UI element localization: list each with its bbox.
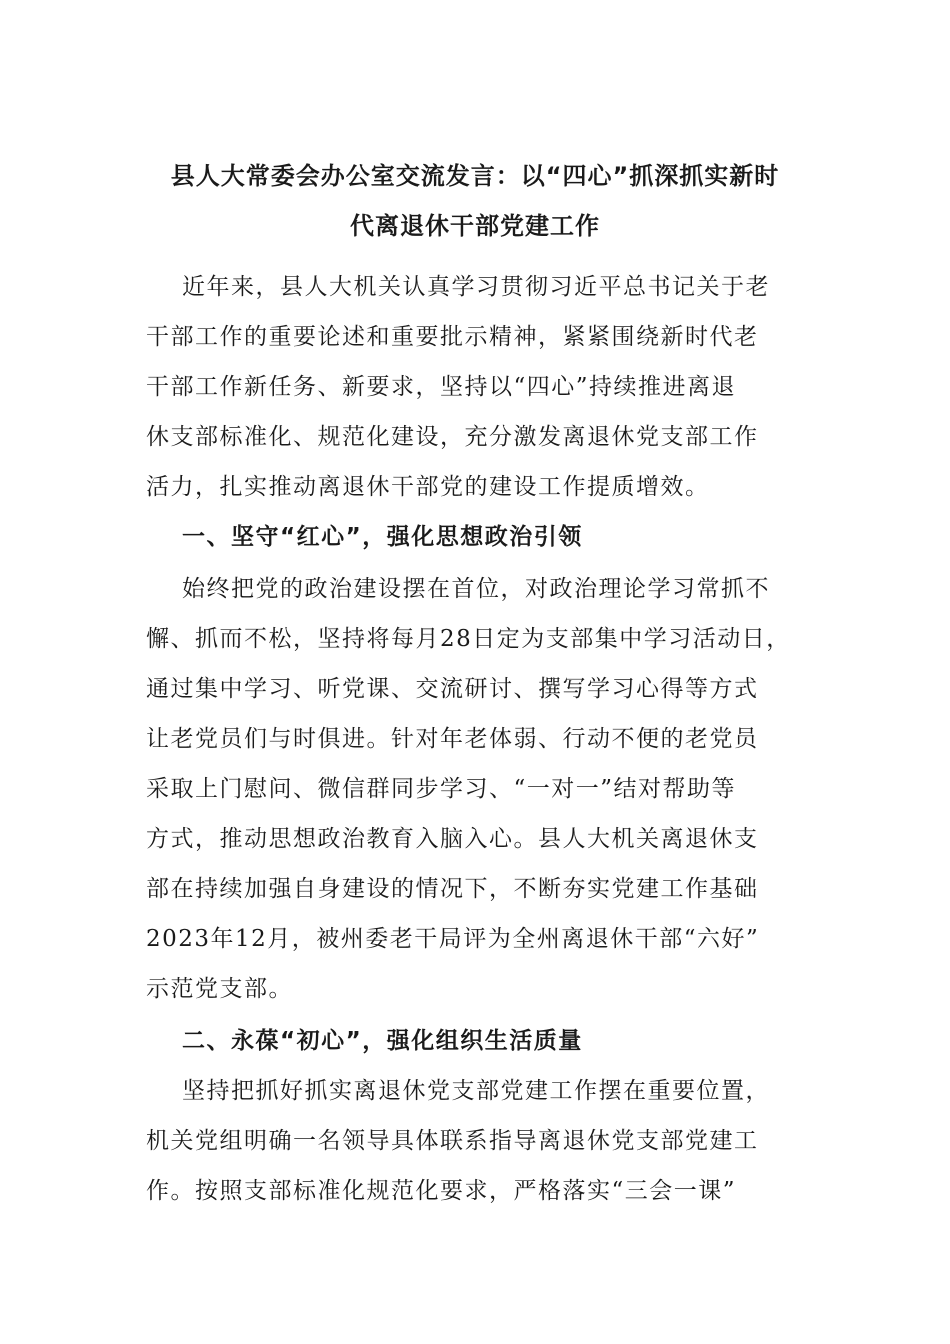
intro-line-1: 近年来，县人大机关认真学习贯彻习近平总书记关于老 [182,274,770,300]
section-1-line-2: 懈、抓而不松，坚持将每月28日定为支部集中学习活动日， [146,626,791,652]
section-1-heading: 一、坚守“红心”，强化思想政治引领 [182,524,583,550]
section-2-line-2: 机关党组明确一名领导具体联系指导离退休党支部党建工 [146,1128,759,1154]
section-1-line-6: 方式，推动思想政治教育入脑入心。县人大机关离退休支 [146,826,759,852]
section-1-line-9: 示范党支部。 [146,976,293,1002]
intro-line-3: 干部工作新任务、新要求，坚持以“四心”持续推进离退 [146,374,737,400]
document-title-line-2: 代离退休干部党建工作 [350,212,600,240]
section-1-line-7: 部在持续加强自身建设的情况下，不断夯实党建工作基础 [146,876,759,902]
section-1-line-3: 通过集中学习、听党课、交流研讨、撰写学习心得等方式 [146,676,759,702]
section-1-line-8: 2023年12月，被州委老干局评为全州离退休干部“六好” [146,926,760,952]
section-2-line-1: 坚持把抓好抓实离退休党支部党建工作摆在重要位置， [182,1078,770,1104]
intro-line-2: 干部工作的重要论述和重要批示精神，紧紧围绕新时代老 [146,324,759,350]
section-2-heading: 二、永葆“初心”，强化组织生活质量 [182,1028,583,1054]
intro-line-4: 休支部标准化、规范化建设，充分激发离退休党支部工作 [146,424,759,450]
section-1-line-5: 采取上门慰问、微信群同步学习、“一对一”结对帮助等 [146,776,737,802]
section-2-line-3: 作。按照支部标准化规范化要求，严格落实“三会一课” [146,1178,737,1204]
intro-line-5: 活力，扎实推动离退休干部党的建设工作提质增效。 [146,474,710,500]
section-1-line-1: 始终把党的政治建设摆在首位，对政治理论学习常抓不 [182,576,770,602]
section-1-line-4: 让老党员们与时俱进。针对年老体弱、行动不便的老党员 [146,726,759,752]
document-title-line-1: 县人大常委会办公室交流发言：以“四心”抓深抓实新时 [170,162,780,190]
